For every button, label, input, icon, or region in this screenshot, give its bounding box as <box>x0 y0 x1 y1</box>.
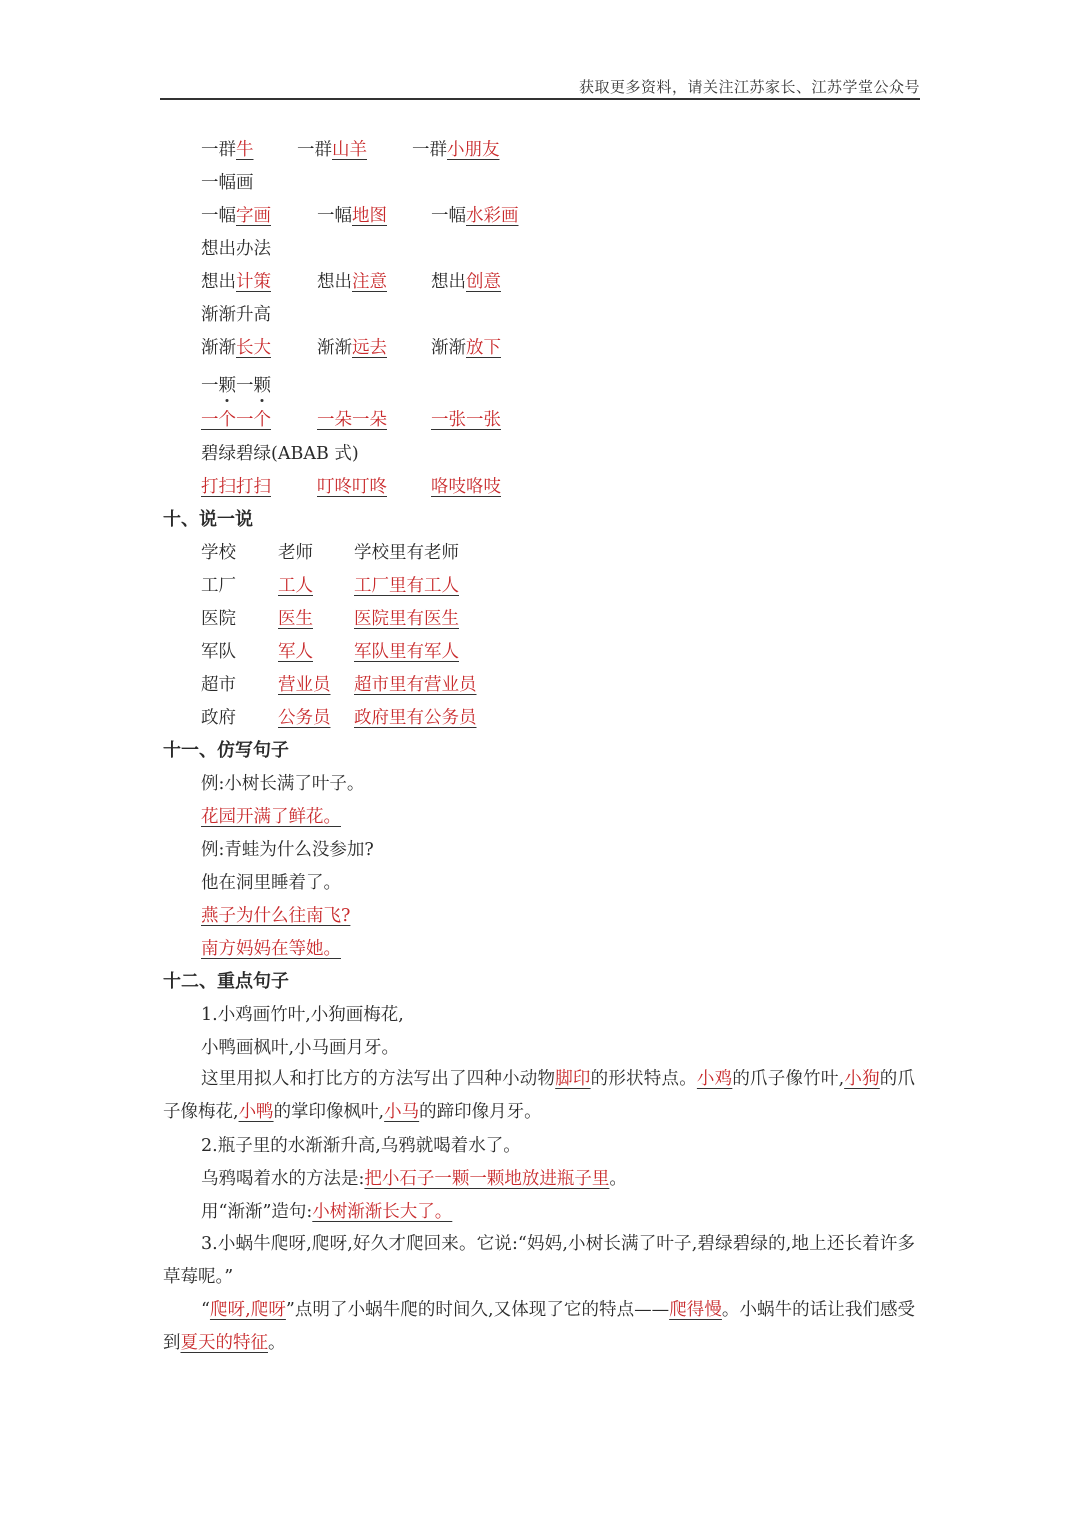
answer: 打扫打扫 <box>201 477 271 497</box>
answer: 政府里有公务员 <box>354 708 477 728</box>
answer: 远去 <box>352 338 387 358</box>
word-prefix: 一幅 <box>201 206 236 226</box>
word-row-fu-1 <box>201 204 271 228</box>
word-group-title: 渐渐升高 <box>201 305 271 325</box>
key-sentence: 1.小鸡画竹叶,小狗画梅花, <box>201 1005 404 1025</box>
text: “ <box>201 1300 210 1320</box>
answer: 小树渐渐长大了。 <box>312 1202 453 1222</box>
word-row-fu-3 <box>431 204 519 228</box>
answer: 一个一个 <box>201 410 271 430</box>
person-answer <box>278 574 313 598</box>
place-cell: 医院 <box>201 609 236 629</box>
answer: 地图 <box>352 206 387 226</box>
answer: 小狗 <box>844 1069 880 1089</box>
sentence-answer <box>354 640 459 664</box>
place-cell: 工厂 <box>201 576 236 596</box>
word-row-ke-1 <box>201 408 271 432</box>
dotted-char: 颗 <box>253 376 271 396</box>
example-question: 例:青蛙为什么没参加? <box>201 840 374 860</box>
imitation-answer <box>201 904 350 928</box>
answer: 南方妈妈在等她。 <box>201 939 341 959</box>
place-cell: 军队 <box>201 642 236 662</box>
answer: 长大 <box>236 338 271 358</box>
answer: 小马 <box>384 1102 420 1122</box>
answer: 咯吱咯吱 <box>431 477 501 497</box>
word-group-title: 一幅画 <box>201 173 254 193</box>
word-prefix: 一群 <box>412 140 447 160</box>
answer: 小鸭 <box>238 1102 274 1122</box>
text: 的掌印像枫叶, <box>273 1102 385 1122</box>
word-row-fu-2 <box>317 204 387 228</box>
answer: 字画 <box>236 206 271 226</box>
method-line <box>201 1167 627 1191</box>
answer: 花园开满了鲜花。 <box>201 807 341 827</box>
sentence-answer <box>354 706 477 730</box>
answer: 创意 <box>466 272 501 292</box>
word-prefix: 渐渐 <box>201 338 236 358</box>
word-row-abab-3 <box>431 475 501 499</box>
word-row-qun-1 <box>201 138 254 162</box>
word-row-abab-2 <box>317 475 387 499</box>
analysis-paragraph-1 <box>163 1063 915 1129</box>
sentence-answer <box>354 673 477 697</box>
person-cell: 老师 <box>278 543 313 563</box>
answer: 一张一张 <box>431 410 501 430</box>
word-prefix: 一群 <box>201 140 236 160</box>
answer: 医生 <box>278 609 313 629</box>
sentence-making-line <box>201 1200 452 1224</box>
sentence-answer <box>354 607 459 631</box>
answer: 工人 <box>278 576 313 596</box>
answer: 牛 <box>236 140 254 160</box>
example-reply: 他在洞里睡着了。 <box>201 873 341 893</box>
place-cell: 政府 <box>201 708 236 728</box>
word-row-jian-2 <box>317 336 387 360</box>
dotted-char: 颗 <box>218 376 236 396</box>
answer: 营业员 <box>278 675 331 695</box>
text: 用“渐渐”造句: <box>201 1202 313 1222</box>
word-group-title: 碧绿碧绿(ABAB 式) <box>201 444 359 464</box>
word-prefix: 渐渐 <box>317 338 352 358</box>
answer: 计策 <box>236 272 271 292</box>
header-divider <box>160 98 920 100</box>
sentence-cell: 学校里有老师 <box>354 543 459 563</box>
answer: 医院里有医生 <box>354 609 459 629</box>
text: 的形状特点。 <box>590 1069 697 1089</box>
answer: 小朋友 <box>447 140 500 160</box>
text: 这里用拟人和打比方的方法写出了四种小动物 <box>201 1069 556 1089</box>
word-row-xiang-1 <box>201 270 271 294</box>
answer: 工厂里有工人 <box>354 576 459 596</box>
text: 的爪子像竹叶, <box>732 1069 845 1089</box>
word-prefix: 想出 <box>431 272 466 292</box>
text: 乌鸦喝着水的方法是: <box>201 1169 365 1189</box>
answer: 爬得慢 <box>669 1300 722 1320</box>
answer: 山羊 <box>332 140 367 160</box>
char: 一 <box>201 376 219 396</box>
word-row-xiang-3 <box>431 270 501 294</box>
answer: 叮咚叮咚 <box>317 477 387 497</box>
text: ”点明了小蜗牛爬的时间久,又体现了它的特点—— <box>285 1300 670 1320</box>
text: 。小蜗牛的话让我们感受到 <box>163 1300 916 1353</box>
answer: 注意 <box>352 272 387 292</box>
text: 。 <box>268 1333 286 1353</box>
word-prefix: 渐渐 <box>431 338 466 358</box>
answer: 把小石子一颗一颗地放进瓶子里 <box>364 1169 610 1189</box>
word-row-qun-2 <box>297 138 367 162</box>
text: 的爪子像梅花, <box>163 1069 916 1122</box>
word-row-ke-2 <box>317 408 387 432</box>
word-row-qun-3 <box>412 138 500 162</box>
answer: 夏天的特征 <box>180 1333 268 1353</box>
answer: 一朵一朵 <box>317 410 387 430</box>
word-row-abab-1 <box>201 475 271 499</box>
person-answer <box>278 706 331 730</box>
answer: 军队里有军人 <box>354 642 459 662</box>
section-title-10: 十、说一说 <box>163 509 253 530</box>
person-answer <box>278 673 331 697</box>
key-sentence: 2.瓶子里的水渐渐升高,乌鸦就喝着水了。 <box>201 1136 521 1156</box>
person-answer <box>278 607 313 631</box>
sentence-answer <box>354 574 459 598</box>
word-group-title-ke <box>201 374 271 398</box>
analysis-paragraph-3 <box>163 1294 915 1360</box>
answer: 放下 <box>466 338 501 358</box>
answer: 燕子为什么往南飞? <box>201 906 351 926</box>
word-row-xiang-2 <box>317 270 387 294</box>
text: 。 <box>609 1169 627 1189</box>
char: 一 <box>236 376 254 396</box>
answer: 公务员 <box>278 708 331 728</box>
answer: 爬呀,爬呀 <box>209 1300 286 1320</box>
person-answer <box>278 640 313 664</box>
word-row-jian-3 <box>431 336 501 360</box>
answer: 小鸡 <box>696 1069 733 1089</box>
page-header: 获取更多资料，请关注江苏家长、江苏学堂公众号 <box>578 78 920 96</box>
answer: 脚印 <box>555 1069 591 1089</box>
key-sentence: 小鸭画枫叶,小马画月牙。 <box>201 1038 400 1058</box>
example-sentence: 例:小树长满了叶子。 <box>201 774 365 794</box>
word-prefix: 想出 <box>317 272 352 292</box>
word-group-title: 想出办法 <box>201 239 271 259</box>
word-row-ke-3 <box>431 408 501 432</box>
imitation-answer <box>201 805 341 829</box>
section-title-12: 十二、重点句子 <box>163 971 289 992</box>
place-cell: 学校 <box>201 543 236 563</box>
word-prefix: 想出 <box>201 272 236 292</box>
answer: 水彩画 <box>466 206 519 226</box>
place-cell: 超市 <box>201 675 236 695</box>
word-prefix: 一幅 <box>431 206 466 226</box>
answer: 超市里有营业员 <box>354 675 477 695</box>
text: 的蹄印像月牙。 <box>419 1102 542 1122</box>
word-row-jian-1 <box>201 336 271 360</box>
word-prefix: 一幅 <box>317 206 352 226</box>
section-title-11: 十一、仿写句子 <box>163 740 289 761</box>
answer: 军人 <box>278 642 313 662</box>
key-sentence-3: 3.小蜗牛爬呀,爬呀,好久才爬回来。它说:“妈妈,小树长满了叶子,碧绿碧绿的,地上还长着许多草莓呢。” <box>163 1234 915 1287</box>
word-prefix: 一群 <box>297 140 332 160</box>
imitation-answer <box>201 937 341 961</box>
